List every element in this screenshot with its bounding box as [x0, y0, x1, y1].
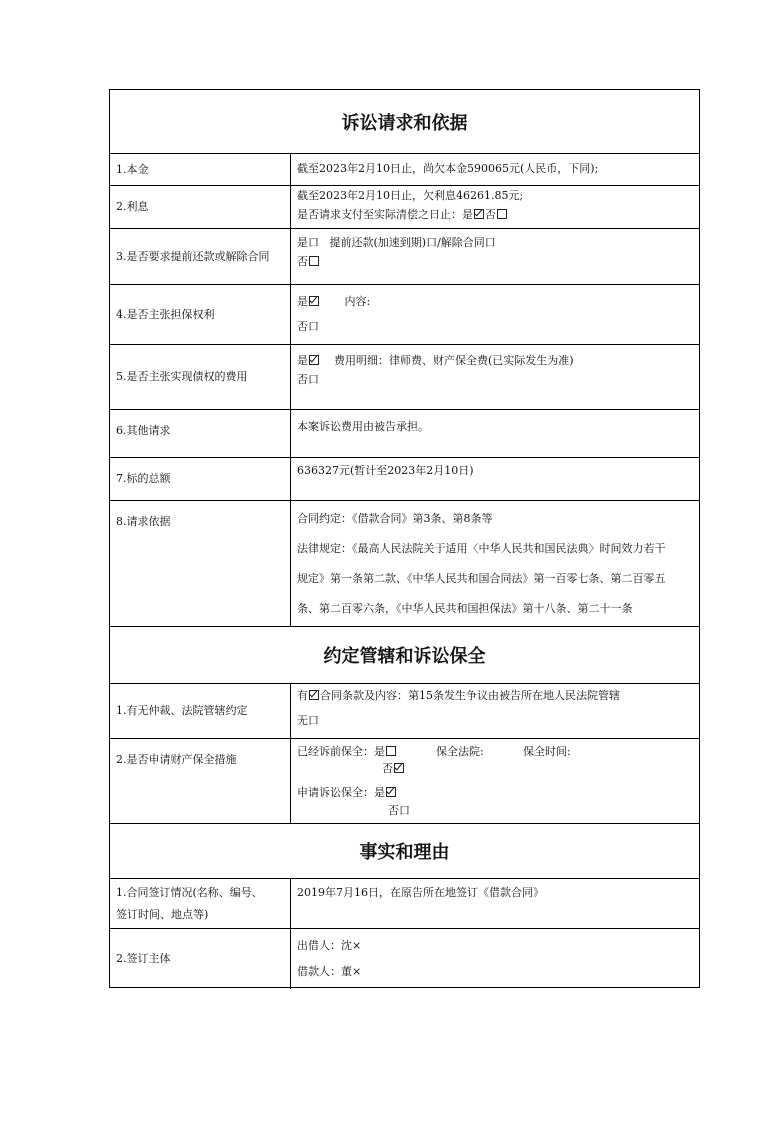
litigation-preservation-no: 否口	[388, 804, 410, 817]
row-other	[110, 410, 699, 458]
row-interest	[110, 186, 699, 229]
row-content	[291, 410, 699, 457]
option-yes-label: 有	[297, 689, 308, 702]
litigation-preservation-prompt: 申请诉讼保全：是	[297, 786, 385, 799]
row-label: 1.有无仲裁、法院管辖约定	[110, 684, 291, 738]
preservation-court-label: 保全法院:	[436, 745, 484, 758]
option-no-label: 否	[485, 208, 496, 221]
checkbox-checked-icon[interactable]	[309, 296, 319, 306]
early-no-line	[297, 252, 320, 272]
signing-label-line-2: 签订时间、地点等)	[116, 908, 209, 921]
row-content	[291, 285, 699, 344]
interest-until-paid-prompt: 是否请求支付至实际清偿之日止：是	[297, 208, 473, 221]
row-label: 2.是否申请财产保全措施	[110, 739, 291, 823]
basis-law-line-1: 法律规定：《最高人民法院关于适用〈中华人民共和国民法典〉时间效力若干	[297, 542, 666, 555]
arbitration-no: 无口	[297, 714, 319, 727]
total-text: 636327元(暂计至2023年2月10日)	[297, 464, 474, 477]
complaint-form-table	[109, 89, 700, 988]
option-yes-label: 是	[297, 354, 308, 367]
checkbox-checked-icon[interactable]	[309, 690, 319, 700]
borrower-text: 借款人：董×	[297, 965, 362, 978]
row-label: 7.标的总额	[110, 458, 291, 500]
row-label: 2.利息	[110, 186, 291, 228]
checkbox-checked-icon[interactable]	[394, 763, 404, 773]
security-no: 否口	[297, 320, 319, 333]
basis-contract-text: 合同约定：《借款合同》第3条、第8条等	[297, 512, 493, 525]
option-yes-label: 是	[297, 236, 308, 249]
row-content	[291, 345, 699, 409]
checkbox-empty-icon[interactable]	[386, 746, 396, 756]
row-parties	[110, 929, 699, 989]
box-char: 口	[308, 236, 319, 249]
row-label: 4.是否主张担保权利	[110, 285, 291, 344]
option-no-label: 否	[297, 255, 308, 268]
security-yes-line	[297, 292, 370, 312]
security-content-label: 内容:	[344, 295, 371, 308]
section-title: 诉讼请求和依据	[341, 112, 468, 134]
pre-preservation-prompt: 已经诉前保全：是	[297, 745, 385, 758]
row-label: 6.其他请求	[110, 410, 291, 457]
costs-detail-text: 费用明细：律师费、财产保全费(已实际发生为准)	[334, 354, 574, 367]
basis-law-line-2: 规定》第一条第二款、《中华人民共和国合同法》第一百零七条、第二百零五	[297, 572, 666, 585]
interest-amount-text: 截至2023年2月10日止，欠利息46261.85元;	[297, 189, 524, 202]
principal-text: 截至2023年2月10日止，尚欠本金590065元(人民币，下同);	[297, 162, 599, 175]
row-preservation	[110, 739, 699, 824]
row-content	[291, 154, 699, 185]
section-header-jurisdiction	[110, 627, 699, 684]
checkbox-checked-icon[interactable]	[386, 787, 396, 797]
option-yes-label: 是	[297, 295, 308, 308]
row-label: 8.请求依据	[110, 501, 291, 626]
section-header-facts	[110, 824, 699, 879]
arbitration-clause-text: 合同条款及内容：第15条发生争议由被告所在地人民法院管辖	[320, 689, 620, 702]
arbitration-yes-line	[297, 686, 620, 706]
lender-text: 出借人：沈×	[297, 939, 362, 952]
row-basis	[110, 501, 699, 627]
row-content	[291, 739, 699, 823]
row-content	[291, 458, 699, 500]
pre-preservation-no	[382, 759, 405, 779]
checkbox-empty-icon[interactable]	[497, 209, 507, 219]
row-arbitration	[110, 684, 699, 739]
section-title: 约定管辖和诉讼保全	[323, 646, 486, 667]
checkbox-checked-icon[interactable]	[309, 355, 319, 365]
signing-text: 2019年7月16日，在原告所在地签订《借款合同》	[297, 886, 544, 899]
costs-yes-line	[297, 351, 574, 371]
basis-law-line-3: 条、第二百零六条，《中华人民共和国担保法》第十八条、第二十一条	[297, 602, 633, 615]
signing-label-line-1: 1.合同签订情况(名称、编号、	[116, 886, 263, 899]
row-signing	[110, 879, 699, 929]
row-content	[291, 929, 699, 989]
row-content	[291, 684, 699, 738]
row-label: 1.本金	[110, 154, 291, 185]
row-security	[110, 285, 699, 345]
checkbox-checked-icon[interactable]	[474, 209, 484, 219]
row-principal	[110, 154, 699, 186]
option-no-label: 否	[382, 762, 393, 775]
row-total	[110, 458, 699, 501]
row-early-repayment	[110, 229, 699, 285]
row-content	[291, 186, 699, 228]
litigation-preservation-line	[297, 783, 397, 803]
row-label: 5.是否主张实现债权的费用	[110, 345, 291, 409]
early-yes-line	[297, 233, 496, 253]
checkbox-empty-icon[interactable]	[309, 256, 319, 266]
costs-no: 否口	[297, 373, 319, 386]
other-text: 本案诉讼费用由被告承担。	[297, 420, 429, 433]
row-label: 3.是否要求提前还款或解除合同	[110, 229, 291, 284]
section-header-claims	[110, 90, 699, 154]
row-label: 2.签订主体	[110, 929, 291, 989]
section-title: 事实和理由	[359, 842, 450, 863]
row-content	[291, 501, 699, 626]
preservation-time-label: 保全时间:	[523, 745, 571, 758]
interest-until-paid-line	[297, 205, 508, 225]
early-options-text: 提前还款(加速到期)口/解除合同口	[329, 236, 496, 249]
row-costs	[110, 345, 699, 410]
row-content	[291, 879, 699, 928]
row-label	[110, 879, 291, 928]
row-content	[291, 229, 699, 284]
